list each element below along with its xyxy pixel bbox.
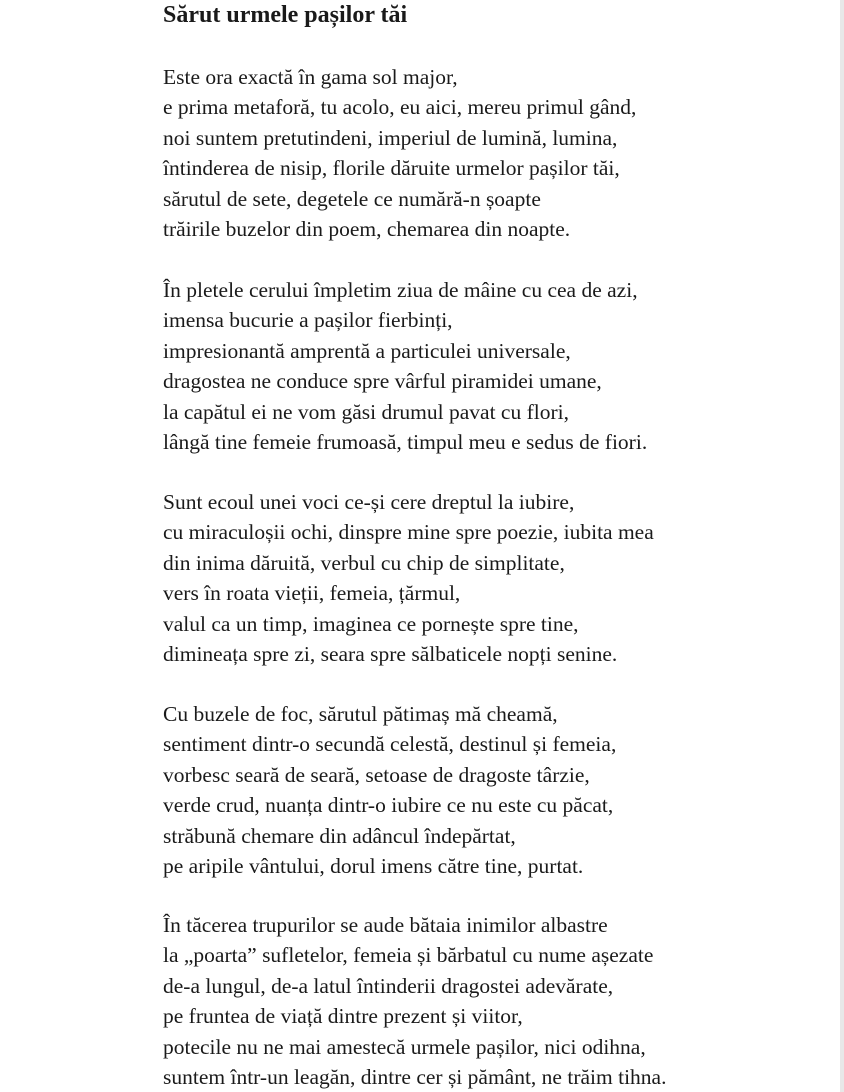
verse-line: la capătul ei ne vom găsi drumul pavat cu flori, xyxy=(163,399,569,424)
poem-title: Sărut urmele pașilor tăi xyxy=(163,2,408,28)
verse-line: impresionantă amprentă a particulei universale, xyxy=(163,338,571,363)
page-edge xyxy=(840,0,844,1092)
verse-line: noi suntem pretutindeni, imperiul de lumină, lumina, xyxy=(163,125,618,150)
verse-line: din inima dăruită, verbul cu chip de simplitate, xyxy=(163,550,565,575)
verse-line: potecile nu ne mai amestecă urmele pașilor, nici odihna, xyxy=(163,1034,646,1059)
stanza-4 xyxy=(163,699,616,881)
verse-line: Sunt ecoul unei voci ce-și cere dreptul la iubire, xyxy=(163,490,575,514)
stanza-3 xyxy=(163,487,654,669)
verse-line: În pletele cerului împletim ziua de mâine cu cea de azi, xyxy=(163,278,638,302)
stanza-1 xyxy=(163,62,636,244)
stanza-2 xyxy=(163,275,647,457)
verse-line: la „poarta” sufletelor, femeia și bărbatul cu nume așezate xyxy=(163,943,654,968)
stanza-5 xyxy=(163,910,666,1092)
verse-line: de-a lungul, de-a latul întinderii dragostei adevărate, xyxy=(163,973,614,998)
verse-line: e prima metaforă, tu acolo, eu aici, mereu primul gând, xyxy=(163,95,637,120)
verse-line: vorbesc seară de seară, setoase de dragoste târzie, xyxy=(163,762,590,787)
verse-line: dimineața spre zi, seara spre sălbaticele nopți senine. xyxy=(163,642,618,667)
verse-line: străbună chemare din adâncul îndepărtat, xyxy=(163,823,516,848)
verse-line: În tăcerea trupurilor se aude bătaia inimilor albastre xyxy=(163,913,608,937)
verse-line: verde crud, nuanța dintr-o iubire ce nu este cu păcat, xyxy=(163,793,614,818)
verse-line: întinderea de nisip, florile dăruite urmelor pașilor tăi, xyxy=(163,156,620,181)
verse-line: dragostea ne conduce spre vârful piramidei umane, xyxy=(163,369,602,394)
verse-line: Cu buzele de foc, sărutul pătimaș mă cheamă, xyxy=(163,702,558,726)
verse-line: sentiment dintr-o secundă celestă, destinul și femeia, xyxy=(163,732,617,757)
verse-line: pe fruntea de viață dintre prezent și viitor, xyxy=(163,1004,523,1029)
verse-line: sărutul de sete, degetele ce numără-n șoapte xyxy=(163,186,541,211)
verse-line: cu miraculoșii ochi, dinspre mine spre poezie, iubita mea xyxy=(163,520,654,545)
verse-line: valul ca un timp, imaginea ce pornește spre tine, xyxy=(163,611,579,636)
verse-line: trăirile buzelor din poem, chemarea din noapte. xyxy=(163,217,571,242)
verse-line: lângă tine femeie frumoasă, timpul meu e sedus de fiori. xyxy=(163,430,648,455)
verse-line: suntem într-un leagăn, dintre cer și pământ, ne trăim tihna. xyxy=(163,1065,667,1090)
verse-line: vers în roata vieții, femeia, țărmul, xyxy=(163,581,461,606)
verse-line: imensa bucurie a pașilor fierbinți, xyxy=(163,308,453,333)
verse-line: pe aripile vântului, dorul imens către tine, purtat. xyxy=(163,854,584,879)
verse-line: Este ora exactă în gama sol major, xyxy=(163,65,458,89)
